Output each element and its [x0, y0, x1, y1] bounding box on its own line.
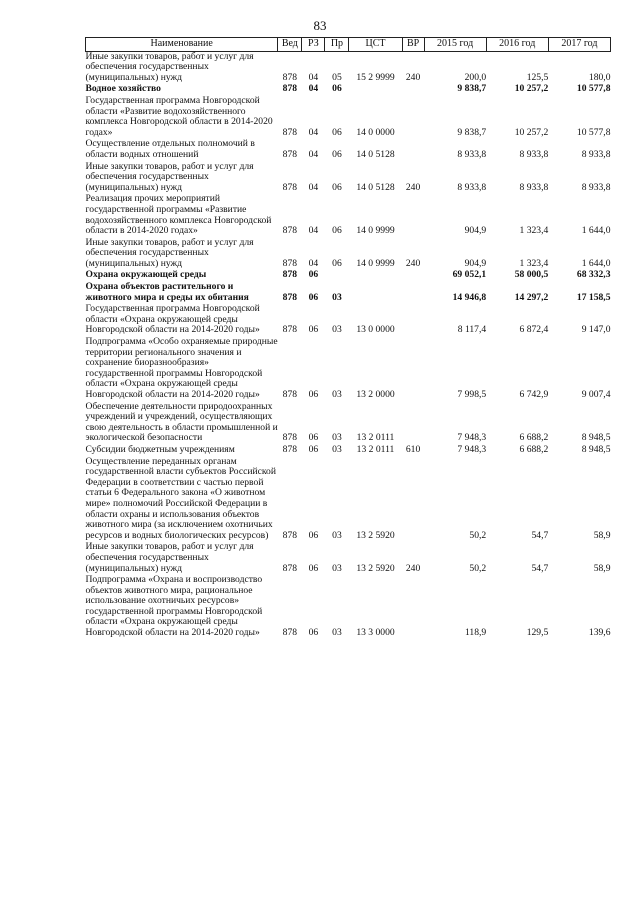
row-2017: 10 577,8 — [576, 126, 611, 138]
row-ved: 878 — [282, 126, 298, 138]
table-row — [86, 542, 611, 575]
row-pr: 06 — [332, 126, 342, 138]
row-rz: 06 — [308, 529, 319, 541]
row-cst: 13 2 0000 — [356, 389, 395, 400]
row-pr: 03 — [332, 324, 342, 336]
row-ved: 878 — [282, 83, 298, 95]
row-2016: 54,7 — [531, 562, 549, 574]
table-row — [86, 304, 611, 337]
row-pr: 06 — [332, 225, 342, 237]
row-pr: 03 — [332, 432, 342, 444]
row-cst — [349, 282, 402, 304]
row-2015: 904,9 — [464, 225, 487, 237]
row-2015: 9 838,7 — [457, 126, 487, 138]
row-ved: 878 — [282, 432, 298, 444]
row-ved: 878 — [282, 181, 298, 193]
row-cst: 15 2 9999 — [356, 71, 395, 83]
row-2015: 7 948,3 — [457, 443, 487, 455]
row-rz: 04 — [308, 225, 319, 237]
row-pr: 06 — [332, 83, 342, 95]
row-vr — [402, 139, 424, 161]
row-pr: 06 — [332, 148, 342, 160]
row-name: Обеспечение деятельности природоохранных учреждений и учреждений, осуществляющих свою деятельность в области промышленной и экологической безопасности — [85, 400, 278, 444]
header-cst: ЦСТ — [349, 38, 402, 52]
row-ved: 878 — [282, 269, 298, 281]
row-2017: 58,9 — [593, 562, 611, 574]
header-ved: Вед — [278, 38, 302, 52]
row-2017: 8 933,8 — [581, 148, 611, 160]
header-rz: РЗ — [302, 38, 325, 52]
row-name: Охрана окружающей среды — [85, 269, 207, 281]
table-row — [86, 96, 611, 139]
row-ved: 878 — [282, 324, 298, 336]
row-pr — [325, 270, 349, 282]
row-2017: 9 007,4 — [581, 389, 611, 400]
budget-table — [85, 37, 611, 640]
row-name: Охрана объектов растительного и животного мира и среды их обитания — [85, 281, 249, 303]
row-2016: 14 297,2 — [514, 291, 549, 303]
row-vr — [402, 337, 424, 402]
row-cst: 13 0 0000 — [356, 324, 395, 336]
row-2017: 10 577,8 — [576, 83, 611, 95]
row-2016: 1 323,4 — [519, 225, 549, 237]
row-2016: 10 257,2 — [514, 83, 549, 95]
header-2017: 2017 год — [548, 38, 610, 52]
row-pr: 03 — [332, 627, 342, 639]
row-vr — [402, 194, 424, 237]
row-2017: 180,0 — [588, 71, 611, 83]
row-vr: 240 — [405, 71, 421, 83]
row-name: Иные закупки товаров, работ и услуг для обеспечения государственных (муниципальных) нужд — [85, 541, 254, 574]
row-pr: 05 — [332, 71, 342, 83]
row-ved: 878 — [282, 443, 298, 455]
row-cst: 14 0 0000 — [356, 126, 395, 138]
row-2015: 7 998,5 — [457, 389, 487, 400]
row-2015: 8 933,8 — [457, 148, 487, 160]
row-vr — [402, 304, 424, 337]
row-rz: 04 — [308, 181, 319, 193]
row-rz: 06 — [308, 389, 319, 400]
table-row — [86, 337, 611, 402]
row-ved: 878 — [282, 291, 298, 303]
row-2016: 1 323,4 — [519, 257, 549, 269]
row-2017: 68 332,3 — [576, 269, 611, 281]
row-name: Подпрограмма «Особо охраняемые природные территории регионального значения и сохранение биоразнообразия» государственной программы Новгородской области «Охрана окружающей среды Новгородской области на 2014-2020 годы» — [85, 336, 278, 400]
row-pr: 03 — [332, 389, 342, 400]
row-2017: 58,9 — [593, 529, 611, 541]
row-rz: 06 — [308, 627, 319, 639]
row-vr — [402, 270, 424, 282]
header-2016: 2016 год — [486, 38, 548, 52]
row-rz: 04 — [308, 126, 319, 138]
row-2017: 8 948,5 — [581, 432, 611, 444]
row-cst: 14 0 9999 — [356, 257, 395, 269]
row-rz: 06 — [308, 324, 319, 336]
row-2016: 8 933,8 — [519, 148, 549, 160]
row-2016: 54,7 — [531, 529, 549, 541]
row-cst: 13 2 5920 — [356, 529, 395, 541]
row-rz: 04 — [308, 83, 319, 95]
row-rz: 06 — [308, 432, 319, 444]
row-vr: 240 — [405, 257, 421, 269]
row-ved: 878 — [282, 148, 298, 160]
row-vr — [402, 457, 424, 543]
row-2016: 129,5 — [526, 627, 549, 639]
row-vr — [402, 282, 424, 304]
row-name: Государственная программа Новгородской области «Охрана окружающей среды Новгородской области на 2014-2020 годы» — [85, 303, 260, 336]
table-row — [86, 139, 611, 161]
row-rz: 04 — [308, 71, 319, 83]
row-2015: 7 948,3 — [457, 432, 487, 444]
row-name: Иные закупки товаров, работ и услуг для обеспечения государственных (муниципальных) нужд — [85, 50, 254, 83]
row-cst: 14 0 5128 — [356, 148, 395, 160]
row-pr: 06 — [332, 257, 342, 269]
row-ved: 878 — [282, 71, 298, 83]
row-2015: 118,9 — [464, 627, 487, 639]
row-ved: 878 — [282, 225, 298, 237]
table-row — [86, 445, 611, 457]
row-name: Государственная программа Новгородской области «Развитие водохозяйственного комплекса Новгородской области в 2014-2020 годах» — [85, 94, 273, 138]
row-2016: 10 257,2 — [514, 126, 549, 138]
row-ved: 878 — [282, 562, 298, 574]
row-pr: 03 — [332, 291, 342, 303]
row-name: Осуществление переданных органам государственной власти субъектов Российской Федерации в соответствии с частью первой статьи 6 Федерального закона «О животном мире» полномочий Российской Федерации в области охраны и использования объектов животного мира (за исключением охотничьих ресурсов и водных биологических ресурсов) — [85, 455, 276, 541]
row-vr — [402, 575, 424, 640]
header-vr: ВР — [402, 38, 424, 52]
row-2016: 6 688,2 — [519, 443, 549, 455]
row-2016: 6 742,9 — [519, 389, 549, 400]
row-2015: 50,2 — [469, 562, 487, 574]
row-cst — [349, 270, 402, 282]
row-vr: 610 — [405, 443, 421, 455]
row-rz: 06 — [308, 562, 319, 574]
row-vr — [402, 402, 424, 445]
row-2015: 50,2 — [469, 529, 487, 541]
table-row — [86, 402, 611, 445]
row-cst — [349, 84, 402, 96]
table-row — [86, 238, 611, 271]
row-2015: 904,9 — [464, 257, 487, 269]
row-2015: 9 838,7 — [457, 83, 487, 95]
row-rz: 04 — [308, 148, 319, 160]
row-cst: 13 2 0111 — [356, 443, 395, 455]
row-2017: 17 158,5 — [576, 291, 611, 303]
row-cst: 13 2 5920 — [356, 562, 395, 574]
table-row — [86, 194, 611, 237]
row-rz: 06 — [308, 291, 319, 303]
row-pr: 03 — [332, 562, 342, 574]
row-name: Иные закупки товаров, работ и услуг для обеспечения государственных (муниципальных) нужд — [85, 160, 254, 193]
row-vr: 240 — [405, 181, 421, 193]
row-2016: 58 000,5 — [514, 269, 549, 281]
header-name: Наименование — [86, 38, 278, 52]
row-vr — [402, 84, 424, 96]
table-header-row — [86, 38, 611, 52]
row-cst: 14 0 9999 — [356, 225, 395, 237]
row-name: Субсидии бюджетным учреждениям — [85, 443, 235, 455]
row-pr: 03 — [332, 443, 342, 455]
row-name: Водное хозяйство — [85, 83, 161, 95]
row-2015: 200,0 — [464, 71, 487, 83]
row-vr: 240 — [405, 562, 421, 574]
row-ved: 878 — [282, 257, 298, 269]
row-2016: 8 933,8 — [519, 181, 549, 193]
row-2017: 8 933,8 — [581, 181, 611, 193]
row-pr: 03 — [332, 529, 342, 541]
table-row — [86, 457, 611, 543]
row-2017: 9 147,0 — [581, 324, 611, 336]
row-rz: 06 — [308, 443, 319, 455]
row-cst: 13 3 0000 — [356, 627, 395, 639]
row-ved: 878 — [282, 627, 298, 639]
row-2017: 139,6 — [588, 627, 611, 639]
row-ved: 878 — [282, 389, 298, 400]
row-2015: 14 946,8 — [452, 291, 487, 303]
header-2015: 2015 год — [424, 38, 486, 52]
row-2015: 8 117,4 — [457, 324, 487, 336]
table-row — [86, 575, 611, 640]
row-2016: 6 872,4 — [519, 324, 549, 336]
row-2016: 6 688,2 — [519, 432, 549, 444]
row-name: Реализация прочих мероприятий государственной программы «Развитие водохозяйственного комплекса Новгородской области в 2014-2020 годах» — [85, 193, 272, 237]
row-ved: 878 — [282, 529, 298, 541]
page-number: 83 — [313, 18, 327, 33]
row-2017: 8 948,5 — [581, 443, 611, 455]
row-pr: 06 — [332, 181, 342, 193]
row-name: Осуществление отдельных полномочий в области водных отношений — [85, 138, 255, 160]
row-2016: 125,5 — [526, 71, 549, 83]
row-name: Иные закупки товаров, работ и услуг для обеспечения государственных (муниципальных) нужд — [85, 236, 254, 269]
row-2015: 8 933,8 — [457, 181, 487, 193]
row-cst: 14 0 5128 — [356, 181, 395, 193]
row-name: Подпрограмма «Охрана и воспроизводство объектов животного мира, рациональное использование охотничьих ресурсов» государственной программы Новгородской области «Охрана окружающей среды Новгородской области на 2014-2020 годы» — [85, 574, 263, 639]
table-row — [86, 282, 611, 304]
table-row — [86, 162, 611, 195]
row-2015: 69 052,1 — [452, 269, 487, 281]
row-vr — [402, 96, 424, 139]
row-rz: 04 — [308, 257, 319, 269]
row-2017: 1 644,0 — [581, 225, 611, 237]
row-rz: 06 — [308, 269, 319, 281]
table-row — [86, 51, 611, 84]
row-2017: 1 644,0 — [581, 257, 611, 269]
row-cst: 13 2 0111 — [356, 432, 395, 444]
header-pr: Пр — [325, 38, 349, 52]
